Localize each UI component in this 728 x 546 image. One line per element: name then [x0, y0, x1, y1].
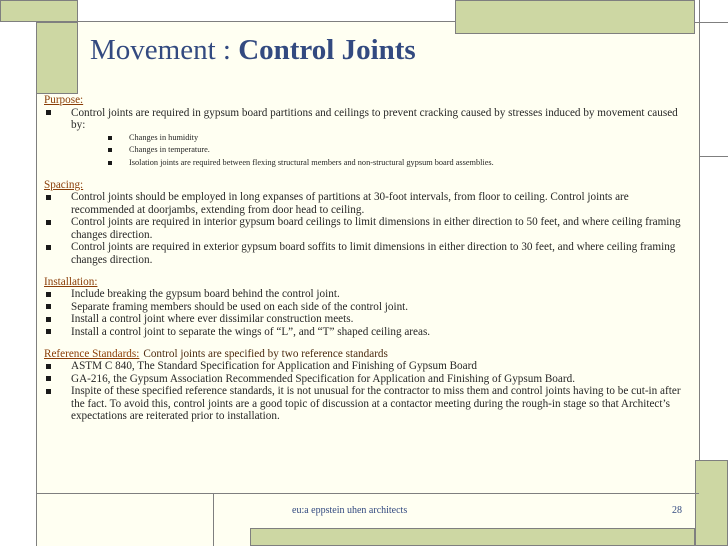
installation-item: Install a control joint where ever dissimilar construction meets. [44, 313, 689, 326]
deco-green-block-bottom [250, 528, 695, 546]
slide-title [90, 36, 416, 65]
title-prefix: Movement : [90, 34, 239, 66]
installation-item: Include breaking the gypsum board behind the control joint. [44, 288, 689, 301]
installation-heading: Installation: [44, 275, 98, 288]
spacing-section [44, 179, 689, 267]
deco-line-left [36, 22, 37, 546]
deco-line-right-mid [699, 156, 728, 157]
installation-section [44, 276, 689, 339]
deco-line-bottom [36, 493, 699, 494]
deco-green-block-bottom-right [695, 460, 728, 546]
purpose-sub-item: Changes in temperature. [98, 144, 689, 157]
spacing-item: Control joints are required in exterior gypsum board soffits to limit dimensions in either direction to 30 feet, and where ceiling framing changes direction. [44, 241, 689, 266]
reference-heading: Reference Standards: [44, 347, 140, 360]
slide-body [44, 94, 689, 432]
purpose-sub-item: Changes in humidity [98, 132, 689, 145]
reference-inline-text: Control joints are specified by two reference standards [143, 347, 388, 360]
deco-green-block-top-left [0, 0, 78, 22]
purpose-heading: Purpose: [44, 94, 84, 106]
title-bold: Control Joints [238, 34, 416, 66]
spacing-heading: Spacing: [44, 178, 84, 191]
page-number: 28 [672, 505, 682, 516]
purpose-sub-item: Isolation joints are required between flexing structural members and non-structural gypsum board assemblies. [98, 157, 689, 170]
reference-section [44, 348, 689, 423]
installation-item: Separate framing members should be used on each side of the control joint. [44, 301, 689, 314]
reference-item: Inspite of these specified reference standards, it is not unusual for the contractor to miss them and control joints having to be cut-in after the fact. To avoid this, control joints are a good topic of discussion at a contactor meeting during the rough-in stage so that Architect’s expectations are reiterated prior to installation. [44, 385, 689, 423]
deco-frame-top [78, 0, 455, 22]
reference-item: ASTM C 840, The Standard Specification for Application and Finishing of Gypsum Board [44, 360, 689, 373]
purpose-text [44, 107, 689, 170]
deco-green-block-top-right [455, 0, 695, 34]
spacing-item: Control joints are required in interior gypsum board ceilings to limit dimensions in either direction to 50 feet, and where ceiling framing changes direction. [44, 216, 689, 241]
deco-line-footer [213, 493, 214, 546]
reference-heading-line [44, 348, 689, 361]
purpose-section [44, 94, 689, 169]
reference-item: GA-216, the Gypsum Association Recommended Specification for Application and Finishing of Gypsum Board. [44, 373, 689, 386]
deco-green-block-left [36, 22, 78, 94]
purpose-text-content: Control joints are required in gypsum board partitions and ceilings to prevent cracking caused by stresses induced by movement caused by: [71, 106, 678, 131]
spacing-item: Control joints should be employed in long expanses of partitions at 30-foot intervals, from floor to ceiling. Control joints are recommended at doorjambs, extending from door head to ceiling. [44, 191, 689, 216]
installation-item: Install a control joint to separate the wings of “L”, and “T” shaped ceiling areas. [44, 326, 689, 339]
footer-text: eu:a eppstein uhen architects [292, 505, 408, 516]
